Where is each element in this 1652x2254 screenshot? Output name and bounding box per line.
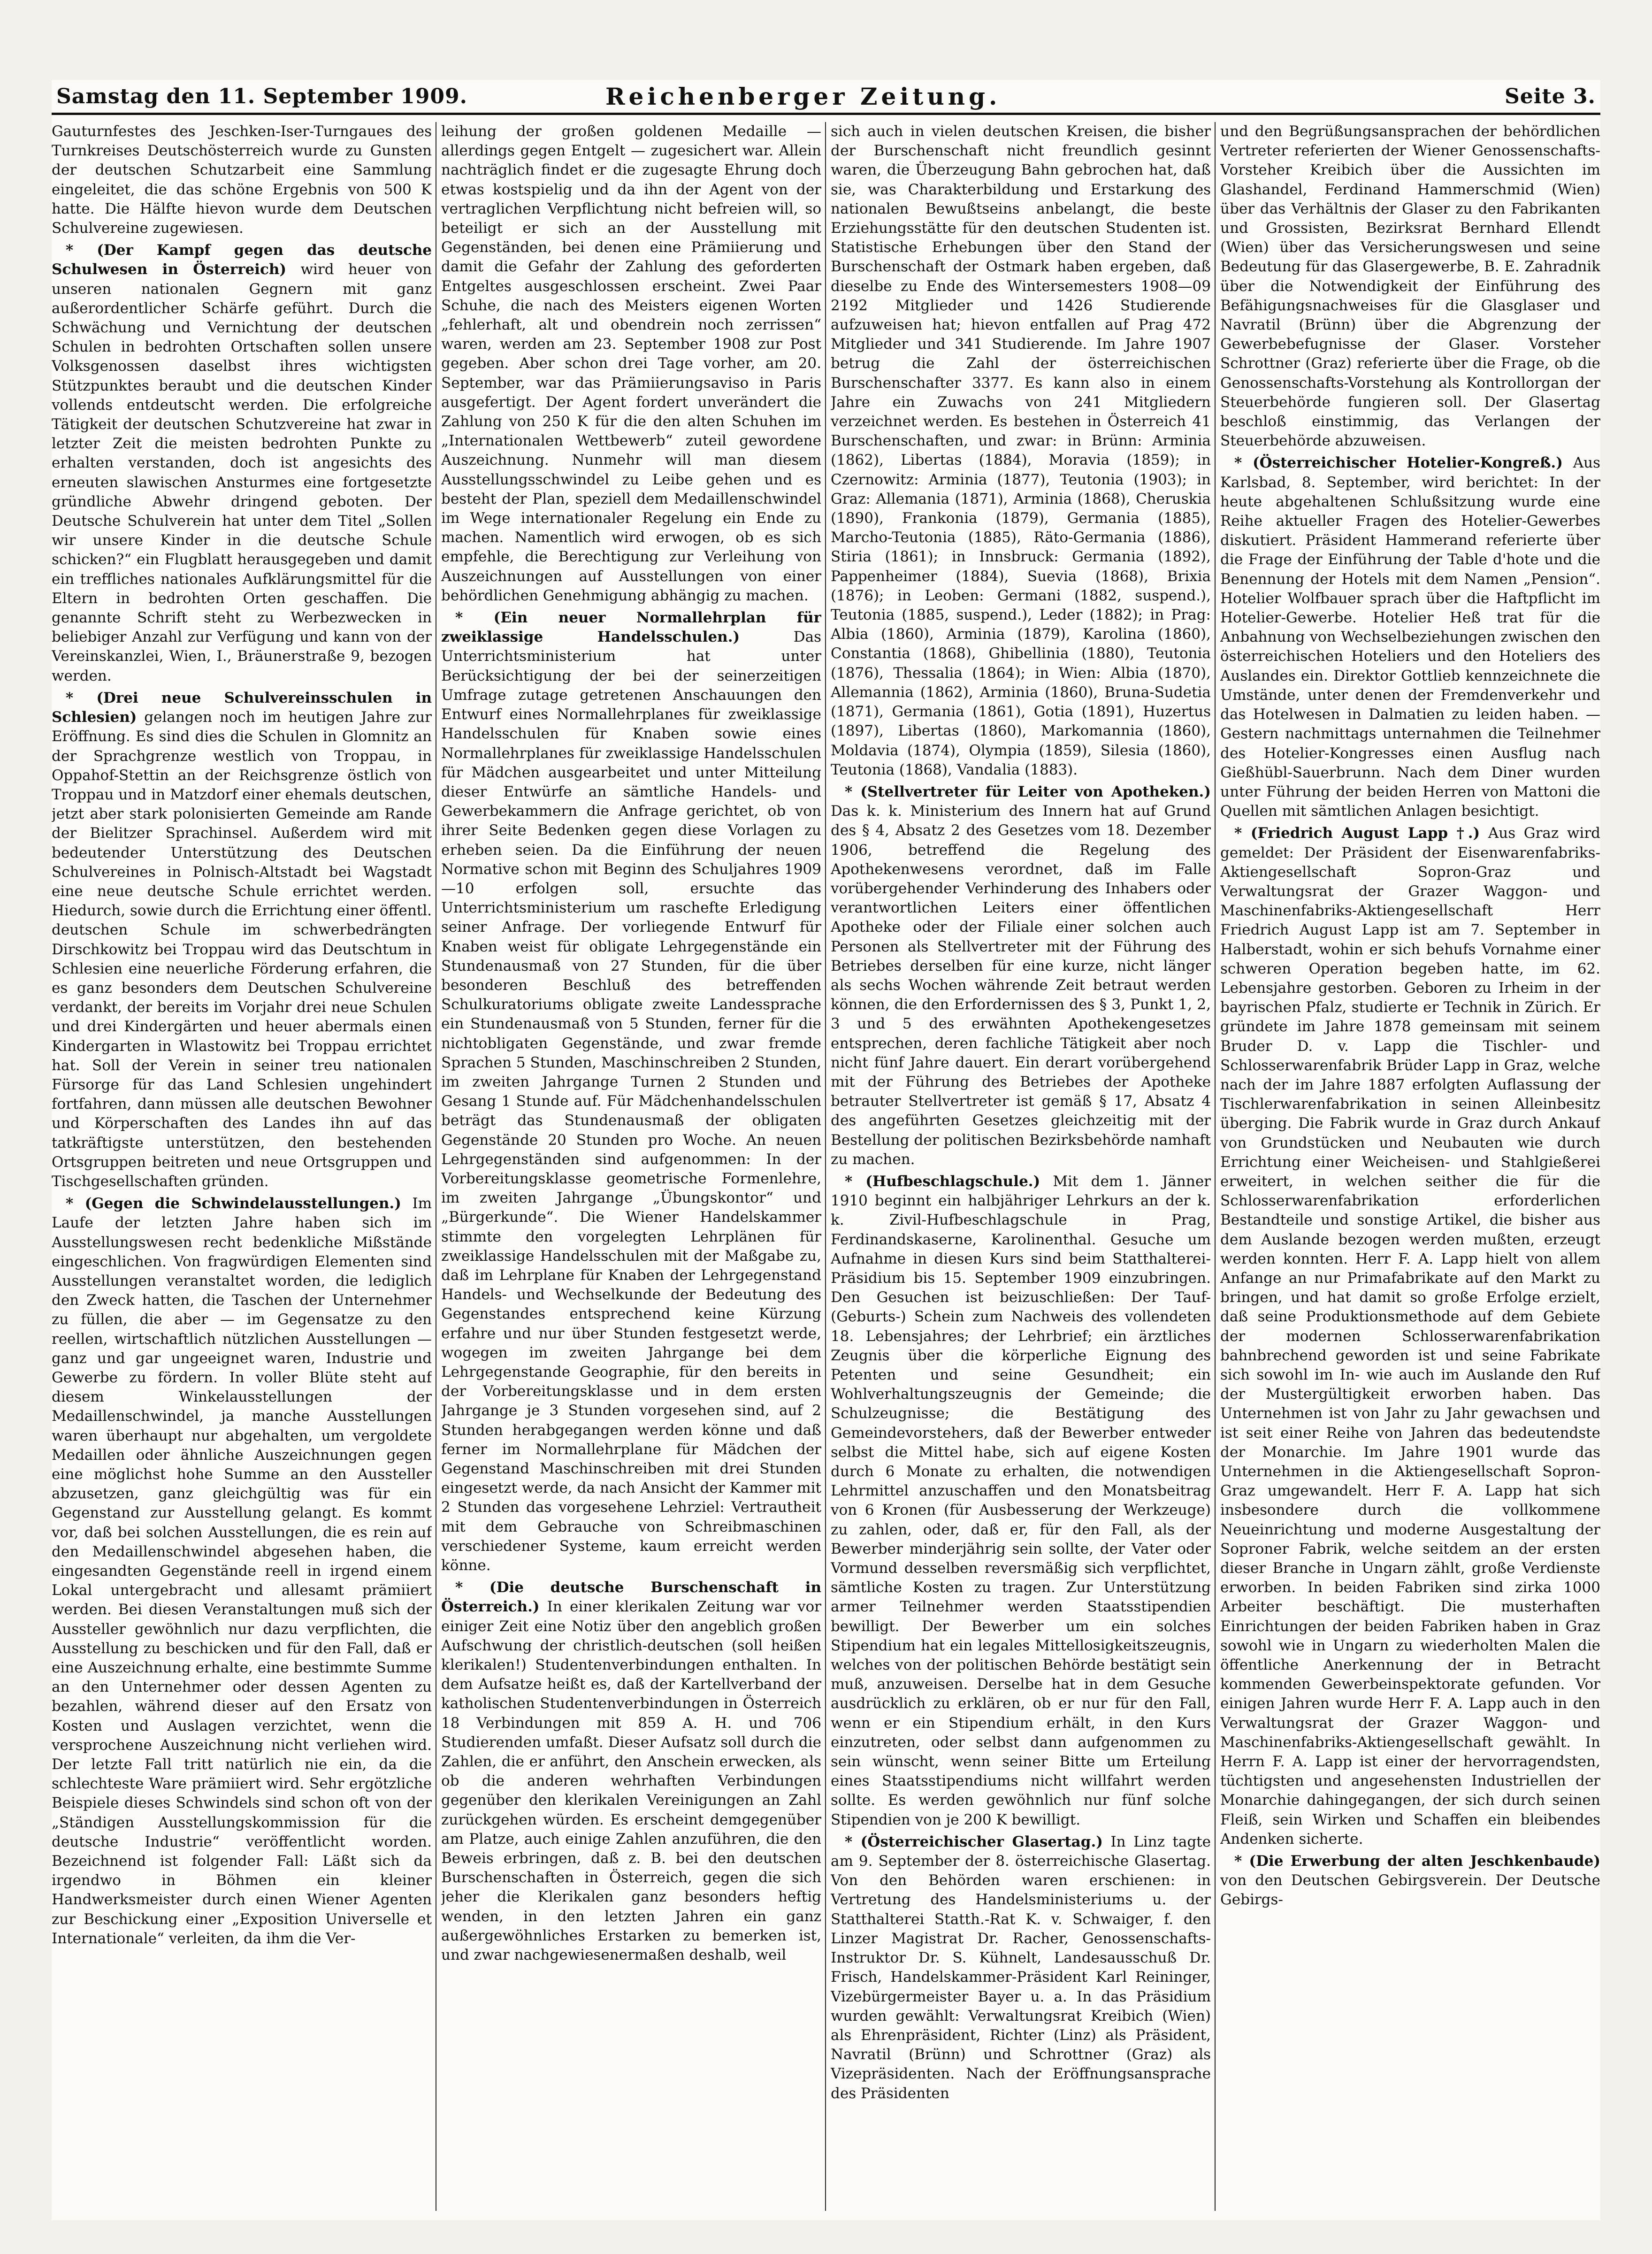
column-4 xyxy=(1220,122,1600,2216)
article-text: Im Laufe der letzten Jahre haben sich im Ausstellungswesen recht bedenkliche Mißstände eingeschlichen. Von fragwürdigen Elementen sind Ausstellungen veranstaltet worden, die lediglich den Zweck hatten, die Taschen der Unternehmer zu füllen, die aber — im Gegensatze zu den reellen, wirtschaftlich nützlichen Ausstellungen — ganz und gar ungeeignet waren, Industrie und Gewerbe zu fördern. In voller Blüte steht auf diesem Winkelausstellungen der Medaillenschwindel, ja manche Ausstellungen waren überhaupt nur abgehalten, um vergoldete Medaillen oder ähnliche Auszeichnungen gegen eine möglichst hohe Summe an den Aussteller abzusetzen, ganz gleichgültig was für ein Gegenstand zur Ausstellung gelangt. Es kommt vor, daß bei solchen Ausstellungen, die es rein auf den Medaillenschwindel abgesehen haben, die eingesandten Gegenstände reell in irgend einem Lokal untergebracht und allesamt prämiiert werden. Bei diesen Veranstaltungen muß sich der Aussteller gewöhnlich nur dazu verpflichten, die Ausstellung zu beschicken und für den Fall, daß er eine Auszeichnung erhalte, eine bestimmte Summe an den Unternehmer oder dessen Agenten zu bezahlen, während dieser auf den Ersatz von Kosten und Auslagen verzichtet, wenn die versprochene Auszeichnung nicht verliehen wird. Der letzte Fall tritt natürlich nie ein, da die schlechteste Ware prämiiert wird. Sehr ergötzliche Beispiele dieses Schwindels sind schon oft von der „Ständigen Ausstellungskommission für die deutsche Industrie“ veröffentlicht worden. Bezeichnend ist folgender Fall: Läßt sich da irgendwo in Böhmen ein kleiner Handwerksmeister durch einen Wiener Agenten zur Beschickung einer „Exposition Universelle et Internationale“ verleiten, da ihm die Ver- xyxy=(52,1195,432,1947)
article-paragraph xyxy=(831,1832,1211,2103)
page-number: Seite 3. xyxy=(1504,84,1596,108)
article-heading: * (Österreichischer Hotelier-Kongreß.) xyxy=(1234,454,1563,472)
newspaper-title: Reichenberger Zeitung. xyxy=(605,83,1001,110)
article-paragraph xyxy=(831,1172,1211,1830)
article-text: gelangen noch im heutigen Jahre zur Eröffnung. Es sind dies die Schulen in Glomnitz an der Sprachgrenze westlich von Troppau, in Oppahof-Stettin an der Reichsgrenze östlich von Troppau und in Matzdorf einer ehemals deutschen, jetzt aber stark polonisierten Gemeinde am Rande der Bielitzer Sprachinsel. Außerdem wird mit bedeutender Unterstützung des Deutschen Schulvereines in Polnisch-Altstadt bei Wagstadt eine neue deutsche Schule errichtet werden. Hiedurch, sowie durch die Errichtung einer öffentl. deutschen Schule im schwerbedrängten Dirschkowitz bei Troppau wird das Deutschtum in Schlesien eine neuerliche Förderung erfahren, die es ganz besonders dem Deutschen Schulvereine verdankt, der bereits im Vorjahr drei neue Schulen und drei Kindergärten und heuer abermals einen Kindergarten in Wlastowitz bei Troppau errichtet hat. Soll der Verein in seiner treu nationalen Fürsorge für das Land Schlesien ungehindert fortfahren, dann müssen alle deutschen Bewohner und Körperschaften des Landes ihn auf das tatkräftigste unterstützen, den bestehenden Ortsgruppen beitreten und neue Ortsgruppen und Tischgesellschaften gründen. xyxy=(52,709,432,1190)
article-text: Gauturnfestes des Jeschken-Iser-Turngaues des Turnkreises Deutschösterreich wurde zu Gunsten der deutschen Schutzarbeit eine Sammlung eingeleitet, die das schöne Ergebnis von 500 K hatte. Die Hälfte hievon wurde dem Deutschen Schulvereine zugewiesen. xyxy=(52,123,432,237)
column-2 xyxy=(441,122,821,2216)
article-text: wird heuer von unseren nationalen Gegnern mit ganz außerordentlicher Schärfe geführt. Durch die Schwächung und Vernichtung der deutschen Schulen in bedrohten Ortschaften sollen unsere Volksgenossen daselbst ihres wichtigsten Stützpunktes beraubt und die deutschen Kinder vollends entdeutscht werden. Die erfolgreiche Tätigkeit der deutschen Schutzvereine hat zwar in letzter Zeit die meisten bedrohten Punkte zu erhalten verstanden, doch ist angesichts des erneuten slawischen Ansturmes eine fortgesetzte gründliche Abwehr dringend geboten. Der Deutsche Schulverein hat unter dem Titel „Sollen wir unsere Kinder in die deutsche Schule schicken?“ ein Flugblatt herausgegeben und damit ein treffliches nationales Aufklärungsmittel für die Eltern in bedrohten Orten geschaffen. Die genannte Schrift steht zu Werbezwecken in beliebiger Anzahl zur Verfügung und kann von der Vereinskanzlei, Wien, I., Bräunerstraße 9, bezogen werden. xyxy=(52,261,432,684)
article-heading: * (Die Erwerbung der alten Jeschkenbaude) xyxy=(1234,1853,1600,1870)
article-heading: * (Friedrich August Lapp †.) xyxy=(1234,825,1480,842)
newspaper-page xyxy=(52,80,1600,2220)
column-rule xyxy=(825,122,826,2211)
article-text: und den Begrüßungsansprachen der behördlichen Vertreter referierten der Wiener Genossenschafts-Vorsteher Kreibich über die Aussichten im Glashandel, Ferdinand Hammerschmid (Wien) über das Verhältnis der Glaser zu den Fabrikanten und Grossisten, Bezirksrat Bernhard Ellendt (Wien) über das Versicherungswesen und seine Bedeutung für das Glasergewerbe, B. E. Zahradnik über die Notwendigkeit der Einführung des Befähigungsnachweises für die Glasglaser und Navratil (Brünn) über die Abgrenzung der Gewerbebefugnisse der Glaser. Vorsteher Schrottner (Graz) referierte über die Frage, ob die Genossenschafts-Vorstehung als Kontrollorgan der Steuerbehörde fungieren soll. Der Glasertag beschloß einstimmig, das Verlangen der Steuerbehörde abzuweisen. xyxy=(1220,123,1600,450)
article-heading: * (Die deutsche Burschenschaft in Österreich.) xyxy=(441,1579,821,1616)
article-paragraph xyxy=(831,122,1211,780)
article-text: sich auch in vielen deutschen Kreisen, die bisher der Burschenschaft nicht freundlich gesinnt waren, die Überzeugung Bahn gebrochen hat, daß sie, was Charakterbildung und Erstarkung des nationalen Bewußtseins anbelangt, die beste Erziehungsstätte für den deutschen Studenten ist. Statistische Erhebungen über den Stand der Burschenschaft der Ostmark haben ergeben, daß dieselbe zu Ende des Wintersemesters 1908—09 2192 Mitglieder und 1426 Studierende aufzuweisen hat; hievon entfallen auf Prag 472 Mitglieder und 341 Studierende. Im Jahre 1907 betrug die Zahl der österreichischen Burschenschafter 3377. Es kann also in einem Jahre ein Zuwachs von 241 Mitgliedern verzeichnet werden. Es bestehen in Österreich 41 Burschenschaften, und zwar: in Brünn: Arminia (1862), Libertas (1884), Moravia (1859); in Czernowitz: Arminia (1877), Teutonia (1903); in Graz: Allemania (1871), Arminia (1868), Cheruskia (1890), Frankonia (1879), Germania (1885), Marcho-Teutonia (1885), Räto-Germania (1886), Stiria (1861); in Innsbruck: Germania (1892), Pappenheimer (1884), Suevia (1868), Brixia (1876); in Leoben: Germani (1882, suspend.), Teutonia (1885, suspend.), Leder (1882); in Prag: Albia (1860), Arminia (1879), Karolina (1860), Constantia (1868), Ghibellinia (1880), Teutonia (1876), Thessalia (1864); in Wien: Albia (1870), Allemannia (1862), Arminia (1860), Bruna-Sudetia (1871), Germania (1861), Gotia (1891), Huzertus (1897), Libertas (1860), Markomannia (1860), Moldavia (1874), Olympia (1859), Silesia (1860), Teutonia (1868), Vandalia (1883). xyxy=(831,123,1211,778)
column-1 xyxy=(52,122,432,2216)
article-paragraph xyxy=(441,122,821,606)
article-heading: * (Der Kampf gegen das deutsche Schulwesen in Österreich) xyxy=(52,242,432,278)
article-heading: * (Stellvertreter für Leiter von Apotheken.) xyxy=(845,783,1211,800)
article-text: In Linz tagte am 9. September der 8. österreichische Glasertag. Von den Behörden waren erschienen: in Vertretung des Handelsministeriums u. der Statthalterei Statth.-Rat K. v. Schwaiger, f. den Linzer Magistrat Dr. Racher, Genossenschafts-Instruktor Dr. S. Kühnelt, Landesausschuß Dr. Frisch, Handelskammer-Präsident Karl Reininger, Vizebürgermeister Bayer u. a. In das Präsidium wurden gewählt: Verwaltungsrat Kreibich (Wien) als Ehrenpräsident, Richter (Linz) als Präsident, Navratil (Brünn) und Schrottner (Graz) als Vizepräsidenten. Nach der Eröffnungsansprache des Präsidenten xyxy=(831,1833,1211,2102)
article-text: Aus Karlsbad, 8. September, wird berichtet: In der heute abgehaltenen Schlußsitzung wurde eine Reihe aktueller Fragen des Hotelier-Gewerbes diskutiert. Präsident Hammerand referierte über die Frage der Einführung der Table d'hote und die Benennung der Hotels mit dem Namen „Pension“. Hotelier Wolfbauer sprach über die Haftpflicht im Hotelier-Gewerbe. Hotelier Heß trat für die Anbahnung von Wechselbeziehungen zwischen den österreichischen Hoteliers und den Hoteliers des Auslandes ein. Direktor Gottlieb kennzeichnete die Umstände, unter denen der Fremdenverkehr und das Hotelwesen in Dalmatien zu leiden haben. — Gestern nachmittags unternahmen die Teilnehmer des Hotelier-Kongresses einen Ausflug nach Gießhübl-Sauerbrunn. Nach dem Diner wurden unter Führung der beiden Herren von Mattoni die Quellen mit sämtlichen Anlagen besichtigt. xyxy=(1220,454,1600,820)
article-text: von den Deutschen Gebirgsverein. Der Deutsche Gebirgs- xyxy=(1220,1872,1600,1909)
article-paragraph xyxy=(1220,122,1600,451)
page-header xyxy=(52,80,1600,115)
article-heading: * (Österreichischer Glasertag.) xyxy=(845,1833,1103,1850)
article-paragraph xyxy=(441,1578,821,1965)
column-3 xyxy=(831,122,1211,2216)
article-heading: * (Hufbeschlagschule.) xyxy=(845,1173,1040,1190)
article-paragraph xyxy=(52,122,432,238)
header-date: Samstag den 11. September 1909. xyxy=(56,84,467,108)
article-paragraph xyxy=(1220,1852,1600,1910)
article-text: Mit dem 1. Jänner 1910 beginnt ein halbjähriger Lehrkurs an der k. k. Zivil-Hufbeschlagschule in Prag, Ferdinandskaserne, Karolinenthal. Gesuche um Aufnahme in diesen Kurs sind beim Statthalterei-Präsidium bis 15. September 1909 einzubringen. Den Gesuchen ist beizuschließen: Der Tauf- (Geburts-) Schein zum Nachweis des vollendeten 18. Lebensjahres; der Lehrbrief; ein ärztliches Zeugnis über die körperliche Eignung des Petenten und seine Gesundheit; ein Wohlverhaltungszeugnis der Gemeinde; die Schulzeugnisse; die Bestätigung des Gemeindevorstehers, daß der Bewerber entweder selbst die Mittel habe, sich auf eigene Kosten durch 6 Monate zu erhalten, die notwendigen Lehrmittel anzuschaffen und den Monatsbeitrag von 6 Kronen (für Ausbesserung der Werkzeuge) zu zahlen, oder, daß er, für den Fall, als der Bewerber minderjährig sein sollte, der Vater oder Vormund desselben reversmäßig sich verpflichtet, sämtliche Kosten zu tragen. Zur Unterstützung armer Teilnehmer werden Staatsstipendien bewilligt. Der Bewerber um ein solches Stipendium hat ein legales Mittellosigkeitszeugnis, welches von der politischen Behörde bestätigt sein muß, anzuweisen. Derselbe hat in dem Gesuche ausdrücklich zu erklären, ob er nur für den Fall, wenn er ein Stipendium erhält, in den Kurs einzutreten, oder selbst dann aufgenommen zu sein wünscht, wenn seiner Bitte um Erteilung eines Staatsstipendiums nicht willfahrt werden sollte. Es werden gewöhnlich nur fünf solche Stipendien von je 200 K bewilligt. xyxy=(831,1173,1211,1828)
article-text: Aus Graz wird gemeldet: Der Präsident der Eisenwarenfabriks-Aktiengesellschaft Sopron-Graz und Verwaltungsrat der Grazer Waggon- und Maschinenfabriks-Aktiengesellschaft Herr Friedrich August Lapp ist am 7. September in Halberstadt, wohin er sich behufs Vornahme einer schweren Operation begeben hatte, im 62. Lebensjahre gestorben. Geboren zu Irheim in der bayrischen Pfalz, studierte er Technik in Zürich. Er gründete im Jahre 1878 gemeinsam mit seinem Bruder D. v. Lapp die Tischler- und Schlosserwarenfabrik Brüder Lapp in Graz, welche nach der im Jahre 1887 erfolgten Auflassung der Tischlerwarenfabrikation in seinen Alleinbesitz überging. Die Fabrik wurde in Graz durch Ankauf von Grundstücken und Neubauten wie durch Errichtung einer Weicheisen- und Stahlgießerei erweitert, in welchen seither die für die Schlosserwarenfabrikation erforderlichen Bestandteile und sonstige Artikel, die bisher aus dem Auslande bezogen werden mußten, erzeugt werden konnten. Herr F. A. Lapp hielt von allem Anfange an nur Primafabrikate auf den Markt zu bringen, und hat damit so große Erfolge erzielt, daß seine Produktionsmethode auf dem Gebiete der modernen Schlosserwarenfabrikation bahnbrechend geworden ist und seine Fabrikate sich sowohl im In- wie auch im Auslande den Ruf der Mustergültigkeit erworben haben. Das Unternehmen ist von Jahr zu Jahr gewachsen und ist seit einer Reihe von Jahren das bedeutendste der Monarchie. Im Jahre 1901 wurde das Unternehmen in die Aktiengesellschaft Sopron-Graz umgewandelt. Herr F. A. Lapp hat sich insbesondere durch die vollkommene Neueinrichtung und moderne Ausgestaltung der Soproner Fabrik, welche seitdem an der ersten dieser Branche in Ungarn zählt, große Verdienste erworben. In beiden Fabriken sind zirka 1000 Arbeiter beschäftigt. Die musterhaften Einrichtungen der beiden Fabriken haben in Graz sowohl wie in Ungarn zu wiederholten Malen die öffentliche Anerkennung der in Betracht kommenden Gewerbeinspektorate gefunden. Vor einigen Jahren wurde Herr F. A. Lapp auch in den Verwaltungsrat der Grazer Waggon- und Maschinenfabriks-Aktiengesellschaft gewählt. In Herrn F. A. Lapp ist einer der hervorragendsten, tüchtigsten und angesehensten Industriellen der Monarchie dahingegangen, der sich durch seinen Fleiß, sein Wirken und Schaffen ein bleibendes Andenken sicherte. xyxy=(1220,825,1600,1848)
article-text: In einer klerikalen Zeitung war vor einiger Zeit eine Notiz über den angeblich großen Aufschwung der christlich-deutschen (soll heißen klerikalen!) Studentenverbindungen enthalten. In dem Aufsatze heißt es, daß der Kartellverband der katholischen Studentenverbindungen in Österreich 18 Verbindungen mit 859 A. H. und 706 Studierenden umfaßt. Dieser Aufsatz soll durch die Zahlen, die er anführt, den Anschein erwecken, als ob die anderen wehrhaften Verbindungen gegenüber den klerikalen Vereinigungen an Zahl zurückgehen würden. Es erscheint demgegenüber am Platze, auch einige Zahlen anzuführen, die den Beweis erbringen, daß z. B. bei den deutschen Burschenschaften in Österreich, gegen die sich jeher die Klerikalen ganz besonders heftig wenden, in den letzten Jahren ein ganz außergewöhnliches Erstarken zu bemerken ist, und zwar nachgewiesenermaßen deshalb, weil xyxy=(441,1598,821,1964)
article-heading: * (Drei neue Schulvereinsschulen in Schlesien) xyxy=(52,689,432,726)
article-paragraph xyxy=(1220,453,1600,821)
article-paragraph xyxy=(831,782,1211,1169)
article-paragraph xyxy=(52,241,432,686)
article-paragraph xyxy=(441,608,821,1575)
article-heading: * (Gegen die Schwindelausstellungen.) xyxy=(66,1195,401,1212)
column-rule xyxy=(1215,122,1216,2211)
article-text: leihung der großen goldenen Medaille — allerdings gegen Entgelt — zugesichert war. Allein nachträglich findet er die zugesagte Ehrung doch etwas kostspielig und da ihn der Agent von der vertraglichen Verpflichtung nicht befreien will, so beteiligt er sich an der Ausstellung mit Gegenständen, bei denen eine Prämiierung und damit die Gefahr der Zahlung des geforderten Entgeltes ausgeschlossen erscheint. Zwei Paar Schuhe, die nach des Meisters eigenen Worten „fehlerhaft, alt und obendrein noch zerrissen“ waren, werden am 23. September 1908 zur Post gegeben. Aber schon drei Tage vorher, am 20. September, war das Prämiierungsaviso in Paris ausgefertigt. Der Agent fordert unverändert die Zahlung von 250 K für die den alten Schuhen im „Internationalen Wettbewerb“ zuteil gewordene Auszeichnung. Nunmehr will man diesem Ausstellungsschwindel zu Leibe gehen und es besteht der Plan, speziell dem Medaillenschwindel im Wege internationaler Regelung ein Ende zu machen. Namentlich wird erwogen, ob es sich empfehle, die Berechtigung zur Verleihung von Auszeichnungen auf Ausstellungen von einer behördlichen Genehmigung abhängig zu machen. xyxy=(441,123,821,604)
article-paragraph xyxy=(1220,824,1600,1849)
article-paragraph xyxy=(52,689,432,1191)
columns xyxy=(52,122,1600,2216)
article-text: Das k. k. Ministerium des Innern hat auf Grund des § 4, Absatz 2 des Gesetzes vom 18. Dezember 1906, betreffend die Regelung des Apothekenwesens verordnet, daß im Falle vorübergehender Verhinderung des Inhabers oder verantwortlichen Leiters einer öffentlichen Apotheke oder der Filiale einer solchen auch Personen als Stellvertreter mit der Führung des Betriebes derselben für eine kurze, nicht länger als sechs Wochen währende Zeit betraut werden können, die den Erfordernissen des § 3, Punkt 1, 2, 3 und 5 des erwähnten Apothekengesetzes entsprechen, deren fachliche Tätigkeit aber noch nicht fünf Jahre dauert. Ein derart vorübergehend mit der Führung des Betriebes der Apotheke betrauter Stellvertreter ist gemäß § 17, Absatz 4 des angeführten Gesetzes gleichzeitig mit der Bestellung der politischen Bezirksbehörde namhaft zu machen. xyxy=(831,803,1211,1168)
article-heading: * (Ein neuer Normallehrplan für zweiklassige Handelsschulen.) xyxy=(441,609,821,646)
article-text: Das Unterrichtsministerium hat unter Berücksichtigung der bei der seinerzeitigen Umfrage zutage getretenen Anschauungen den Entwurf eines Normallehrplanes für zweiklassige Handelsschulen für Knaben sowie eines Normallehrplanes für zweiklassige Handelsschulen für Mädchen ausgearbeitet und unter Mitteilung dieser Entwürfe an sämtliche Handels- und Gewerbekammern die Anfrage gerichtet, ob von ihrer Seite Bedenken gegen diese Vorlagen zu erheben seien. Da die Einführung der neuen Normative schon mit Beginn des Schuljahres 1909—10 erfolgen soll, ersuchte das Unterrichtsministerium um raschefte Erledigung seiner Anfrage. Der vorliegende Entwurf für Knaben weist für obligate Lehrgegenstände ein Stundenausmaß von 27 Stunden, für die über besonderen Beschluß des betreffenden Schulkuratoriums obligate zweite Landessprache ein Stundenausmaß von 5 Stunden, ferner für die nichtobligaten Gegenstände, und zwar fremde Sprachen 5 Stunden, Maschinschreiben 2 Stunden, im zweiten Jahrgange Turnen 2 Stunden und Gesang 1 Stunde auf. Für Mädchenhandelsschulen beträgt das Stundenausmaß der obligaten Gegenstände 20 Stunden pro Woche. An neuen Lehrgegenständen sind aufgenommen: In der Vorbereitungsklasse geometrische Formenlehre, im zweiten Jahrgange „Übungskontor“ und „Bürgerkunde“. Die Wiener Handelskammer stimmte den vorgelegten Lehrplänen für zweiklassige Handelsschulen mit der Maßgabe zu, daß im Lehrplane für Knaben der Lehrgegenstand Handels- und Wechselkunde der Bedeutung des Gegenstandes entsprechend keine Kürzung erfahre und nur über Stunden festgesetzt werde, wogegen im zweiten Jahrgange bei dem Lehrgegenstande Geographie, für den bereits in der Vorbereitungsklasse und in dem ersten Jahrgange je 3 Stunden vorgesehen sind, auf 2 Stunden herabgegangen werden könne und daß ferner im Normallehrplane für Mädchen der Gegenstand Maschinschreiben mit drei Stunden eingesetzt werde, da nach Ansicht der Kammer mit 2 Stunden das vorgesehene Lehrziel: Vertrautheit mit dem Gebrauche von Schreibmaschinen verschiedener Systeme, kaum erreicht werden könne. xyxy=(441,629,821,1574)
article-paragraph xyxy=(52,1194,432,1948)
